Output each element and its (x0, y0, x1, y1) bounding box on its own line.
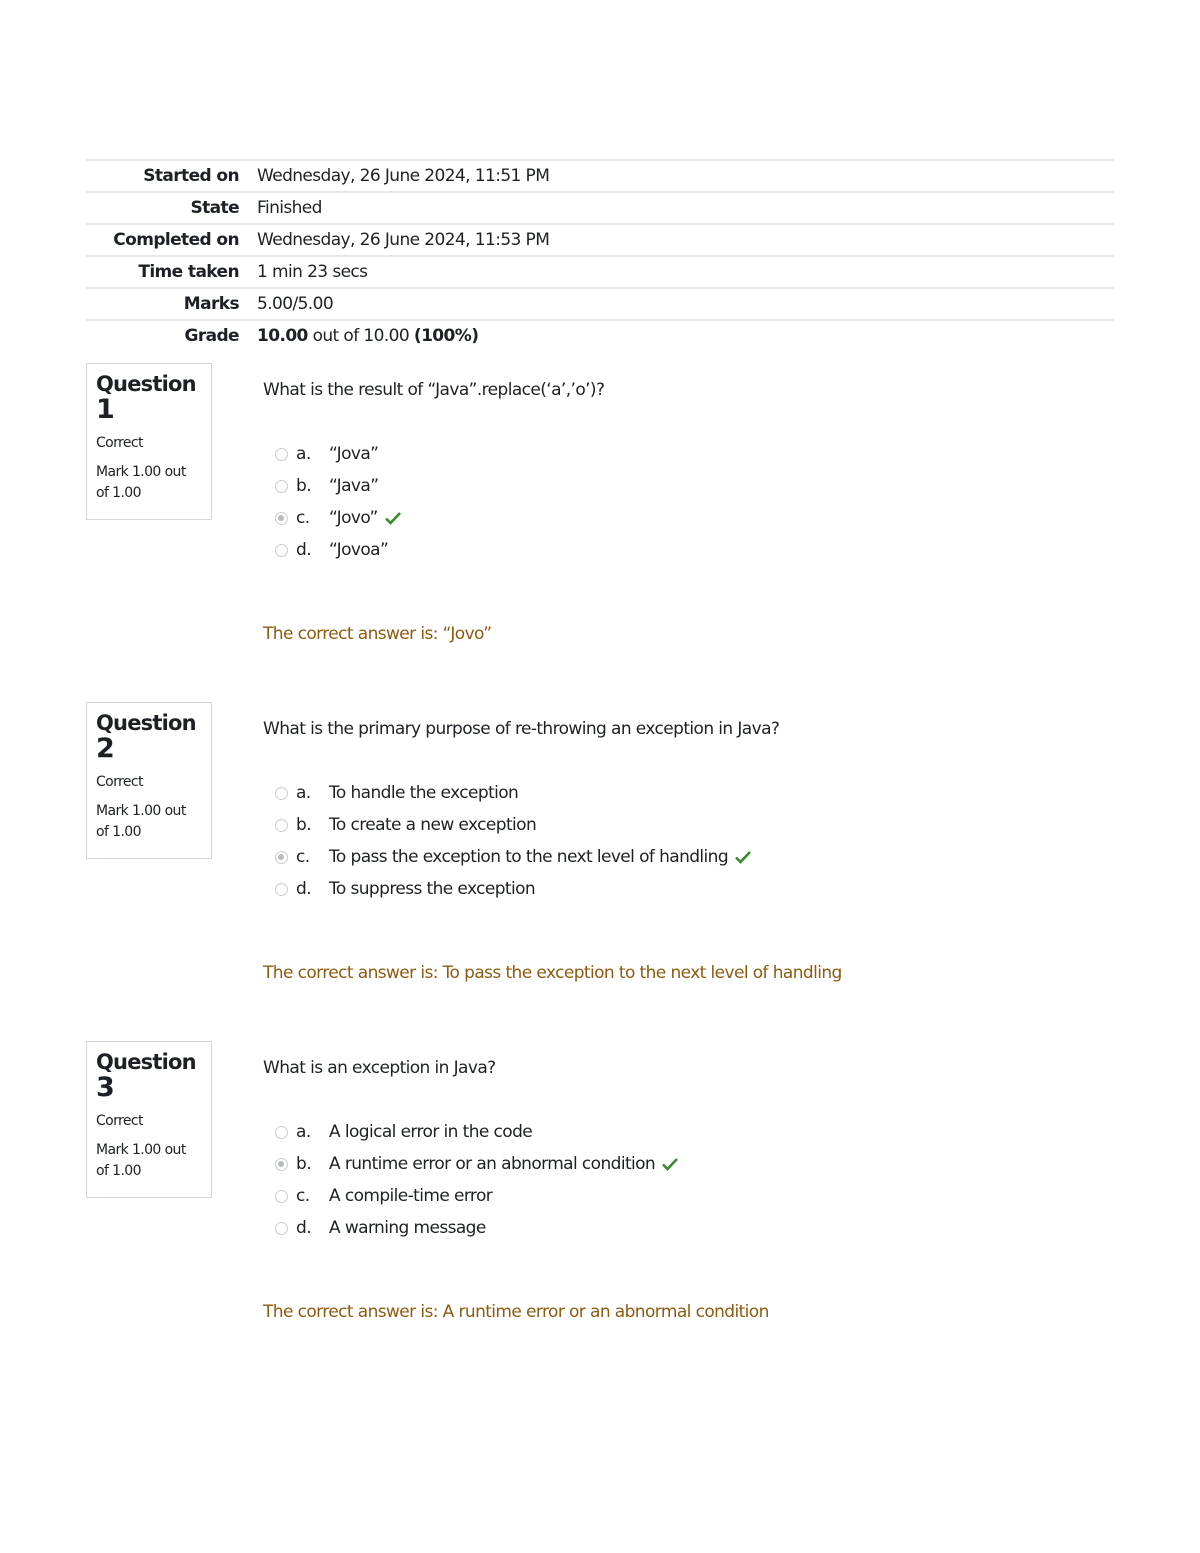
summary-label: Started on (143, 166, 239, 186)
grade-percent: (100%) (413, 326, 479, 346)
question-mark: Mark 1.00 out of 1.00 (96, 803, 186, 840)
answer-option-c[interactable] (263, 502, 1113, 534)
grade-out-of: out of 10.00 (307, 326, 414, 346)
answer-text: To handle the exception (329, 783, 519, 803)
answer-text: A logical error in the code (329, 1122, 533, 1142)
question-state: Correct (96, 435, 143, 451)
question-state: Correct (96, 1113, 143, 1129)
correct-answer-feedback: The correct answer is: To pass the exception to the next level of handling (263, 963, 842, 983)
answer-letter: c. (296, 847, 310, 867)
answer-letter: d. (296, 540, 311, 560)
question-info-box (86, 702, 212, 859)
radio-button[interactable] (275, 1222, 288, 1235)
grade-value (257, 326, 478, 346)
summary-row-state (85, 191, 1115, 223)
radio-button-selected[interactable] (275, 1158, 288, 1171)
answer-option-d[interactable] (263, 873, 1113, 905)
question-text: What is the result of “Java”.replace(‘a’,’o’)? (263, 380, 605, 400)
answer-option-c[interactable] (263, 1180, 1113, 1212)
question-text: What is the primary purpose of re-throwing an exception in Java? (263, 719, 780, 739)
answer-option-a[interactable] (263, 438, 1113, 470)
question-number: 3 (96, 1072, 115, 1103)
question-content (263, 1041, 1113, 1322)
answer-letter: b. (296, 476, 311, 496)
summary-label: Time taken (138, 262, 239, 282)
question-number: 2 (96, 733, 115, 764)
answer-option-c[interactable] (263, 841, 1113, 873)
answer-letter: c. (296, 508, 310, 528)
answer-text: “Jovoa” (329, 540, 389, 560)
correct-answer-feedback: The correct answer is: “Jovo” (263, 624, 492, 644)
answer-text: “Jovo” (329, 508, 378, 528)
answer-list (263, 1116, 1113, 1244)
check-icon (734, 850, 752, 864)
question-title: Question (96, 1050, 196, 1074)
question-number: 1 (96, 394, 115, 425)
summary-value: Wednesday, 26 June 2024, 11:53 PM (257, 230, 550, 250)
summary-value: 5.00/5.00 (257, 294, 334, 314)
answer-option-b[interactable] (263, 809, 1113, 841)
answer-letter: b. (296, 1154, 311, 1174)
answer-option-a[interactable] (263, 1116, 1113, 1148)
quiz-summary-table (85, 159, 1115, 351)
answer-letter: d. (296, 1218, 311, 1238)
summary-row-started (85, 159, 1115, 191)
answer-text: To suppress the exception (329, 879, 536, 899)
question-mark: Mark 1.00 out of 1.00 (96, 464, 186, 501)
answer-option-a[interactable] (263, 777, 1113, 809)
answer-letter: d. (296, 879, 311, 899)
answer-list (263, 438, 1113, 566)
grade-score: 10.00 (257, 326, 308, 346)
question-mark: Mark 1.00 out of 1.00 (96, 1142, 186, 1179)
answer-option-b[interactable] (263, 1148, 1113, 1180)
correct-answer-feedback: The correct answer is: A runtime error or an abnormal condition (263, 1302, 769, 1322)
radio-button[interactable] (275, 480, 288, 493)
summary-row-grade (85, 319, 1115, 351)
answer-text: “Java” (329, 476, 379, 496)
summary-label: Grade (184, 326, 239, 346)
question-state: Correct (96, 774, 143, 790)
question-info-box (86, 1041, 212, 1198)
answer-text: “Jova” (329, 444, 379, 464)
summary-value: Wednesday, 26 June 2024, 11:51 PM (257, 166, 550, 186)
answer-text: A compile-time error (329, 1186, 493, 1206)
summary-label: State (190, 198, 239, 218)
radio-button[interactable] (275, 883, 288, 896)
question-content (263, 363, 1113, 644)
answer-letter: c. (296, 1186, 310, 1206)
summary-row-marks (85, 287, 1115, 319)
answer-letter: a. (296, 783, 311, 803)
answer-letter: a. (296, 444, 311, 464)
question-info-box (86, 363, 212, 520)
summary-row-completed (85, 223, 1115, 255)
radio-button[interactable] (275, 819, 288, 832)
answer-text: To create a new exception (329, 815, 537, 835)
summary-label: Marks (183, 294, 239, 314)
answer-text: A runtime error or an abnormal condition (329, 1154, 656, 1174)
answer-option-d[interactable] (263, 534, 1113, 566)
answer-text: To pass the exception to the next level of handling (329, 847, 729, 867)
radio-button[interactable] (275, 787, 288, 800)
radio-button-selected[interactable] (275, 851, 288, 864)
radio-button[interactable] (275, 1126, 288, 1139)
check-icon (661, 1157, 679, 1171)
radio-button[interactable] (275, 1190, 288, 1203)
answer-option-d[interactable] (263, 1212, 1113, 1244)
summary-row-time-taken (85, 255, 1115, 287)
answer-letter: b. (296, 815, 311, 835)
question-text: What is an exception in Java? (263, 1058, 496, 1078)
radio-button-selected[interactable] (275, 512, 288, 525)
summary-value: Finished (257, 198, 322, 218)
summary-value: 1 min 23 secs (257, 262, 368, 282)
answer-text: A warning message (329, 1218, 486, 1238)
answer-letter: a. (296, 1122, 311, 1142)
question-title: Question (96, 372, 196, 396)
radio-button[interactable] (275, 448, 288, 461)
question-title: Question (96, 711, 196, 735)
answer-list (263, 777, 1113, 905)
answer-option-b[interactable] (263, 470, 1113, 502)
radio-button[interactable] (275, 544, 288, 557)
question-content (263, 702, 1113, 983)
summary-label: Completed on (113, 230, 239, 250)
check-icon (384, 511, 402, 525)
